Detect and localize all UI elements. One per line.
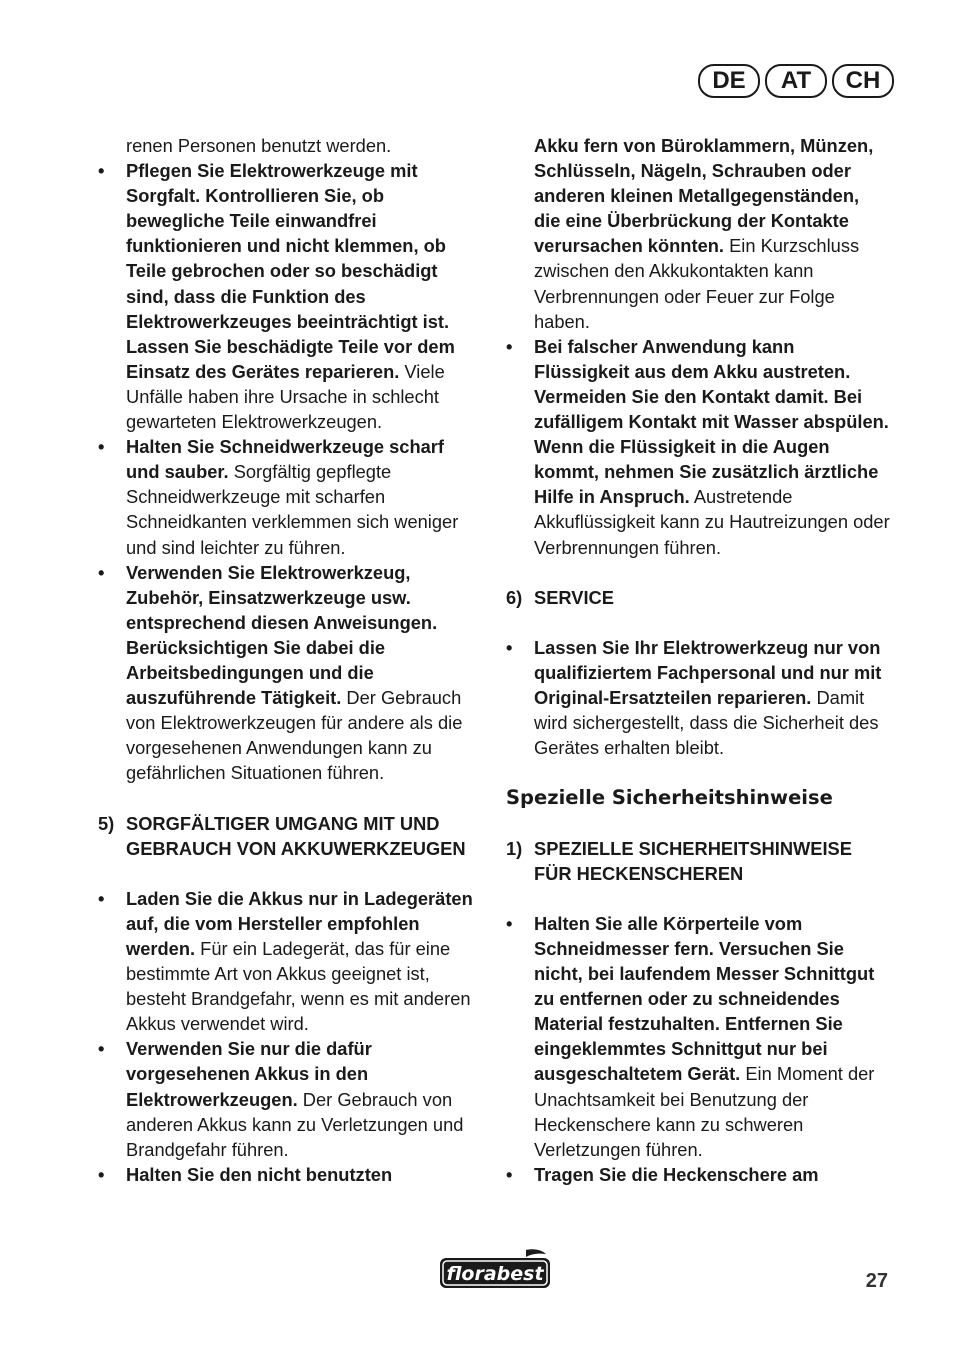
left-column [98,133,482,1187]
list-item: • Laden Sie die Akkus nur in Ladegeräten auf, die vom Hersteller empfohlen werden. Für ein Ladegerät, das für eine bestimmte Art von Akkus geeignet ist, besteht Brandgefahr, wenn es mit anderen Akkus verwendet wird. [98,887,473,1035]
list-item: • Halten Sie Schneidwerkzeuge scharf und sauber. Sorgfältig gepflegte Schneidwerkzeuge mit scharfen Schneidkanten verklemmen sich weniger und sind leichter zu führen. [98,436,459,558]
list-item: • Bei falscher Anwendung kann Flüssigkeit aus dem Akku austreten. Vermeiden Sie den Kontakt damit. Bei zufälligem Kontakt mit Wasser abspülen. Wenn die Flüssigkeit in die Augen kommt, nehmen Sie zusätzlich ärztliche Hilfe in Anspruch. Austretende Akkuflüssigkeit kann zu Hautreizungen oder Verbrennungen führen. [506,335,890,558]
continued-text: renen Personen benutzt werden. [126,135,392,156]
lang-badge-ch: CH [832,64,894,98]
page-number: 27 [865,1270,888,1292]
bullet-icon: • [506,335,513,357]
lang-badge-at: AT [765,64,827,98]
bullet-icon: • [98,160,105,182]
bullet-icon: • [506,1163,513,1185]
section-heading-6: 6) SERVICE [506,586,614,608]
list-item: • Verwenden Sie Elektrowerkzeug, Zubehör, Einsatzwerkzeuge usw. entsprechend diesen Anweisungen. Berücksichtigen Sie dabei die Arbeitsbedingungen und die auszuführende Tätigkeit. Der Gebrauch von Elektrowerkzeugen für andere als die vorgesehenen Anwendungen kann zu gefährlichen Situationen führen. [98,561,463,784]
bullet-icon: • [98,561,105,583]
list-item: • Halten Sie den nicht benutzten [98,1162,482,1187]
bullet-icon: • [98,1038,105,1060]
svg-text:florabest: florabest [446,1263,544,1285]
bullet-icon: • [98,436,105,458]
right-column [506,133,890,1187]
section-heading-5: 5) SORGFÄLTIGER UMGANG MIT UND GEBRAUCH VON AKKUWERKZEUGEN [98,812,466,859]
bullet-icon: • [506,636,513,658]
list-item: • Pflegen Sie Elektrowerkzeuge mit Sorgfalt. Kontrollieren Sie, ob bewegliche Teile einwandfrei funktionieren und nicht klemmen, ob Teile gebrochen oder so beschädigt sind, dass die Funktion des Elektrowerkzeuges beeinträchtigt ist. Lassen Sie beschädigte Teile vor dem Einsatz des Gerätes reparieren. Viele Unfälle haben ihre Ursache in schlecht gewarteten Elektrowerkzeugen. [98,160,455,433]
bullet-icon: • [98,887,105,909]
list-item: • Halten Sie alle Körperteile vom Schneidmesser fern. Versuchen Sie nicht, bei laufendem Messer Schnittgut zu entfernen oder zu schneidendes Material festzuhalten. Entfernen Sie eingeklemmtes Schnittgut nur bei ausgeschaltetem Gerät. Ein Moment der Unachtsamkeit bei Benutzung der Heckenschere kann zu schweren Verletzungen führen. [506,912,875,1160]
bullet-icon: • [98,1163,105,1185]
list-item: • Tragen Sie die Heckenschere am [506,1162,890,1187]
list-item: • Verwenden Sie nur die dafür vorgesehenen Akkus in den Elektrowerkzeugen. Der Gebrauch von anderen Akkus kann zu Verletzungen und Brandgefahr führen. [98,1038,464,1160]
continued-text: Akku fern von Büroklammern, Münzen, Schlüsseln, Nägeln, Schrauben oder anderen kleinen Metallgegenständen, die eine Überbrückung der Kontakte verursachen könnten. Ein Kurzschluss zwischen den Akkukontakten kann Verbrennungen oder Feuer zur Folge haben. [534,135,874,332]
lang-badge-de: DE [698,64,760,98]
list-item: • Lassen Sie Ihr Elektrowerkzeug nur von qualifiziertem Fachpersonal und nur mit Original-Ersatzteilen reparieren. Damit wird sichergestellt, dass die Sicherheit des Gerätes erhalten bleibt. [506,636,882,759]
language-badges [698,64,894,98]
section-heading-1: 1) SPEZIELLE SICHERHEITSHINWEISE FÜR HECKENSCHEREN [506,837,852,884]
section-title: Spezielle Sicherheitshinweise [506,786,833,810]
florabest-logo [438,1248,552,1290]
bullet-icon: • [506,912,513,934]
